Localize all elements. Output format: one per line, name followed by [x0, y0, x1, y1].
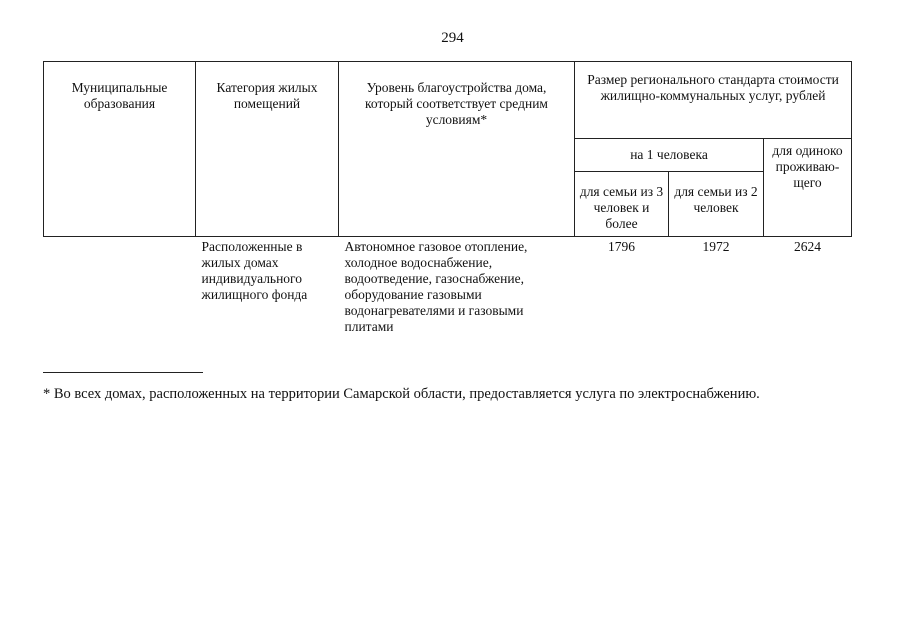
header-level: Уровень благоустройства дома, который соответствует средним условиям* [339, 62, 575, 237]
footnote: * Во всех домах, расположенных на территории Самарской области, предоставляется услуга по электроснабжению. [43, 386, 760, 402]
table-header [44, 62, 852, 237]
header-per-person: на 1 человека [575, 139, 764, 172]
header-category: Категория жилых помещений [196, 62, 339, 237]
header-municipal: Муниципальные образования [44, 62, 196, 237]
cell-family-3: 1796 [608, 239, 635, 254]
cell-municipal [44, 237, 196, 338]
table-row [44, 237, 852, 338]
cell-category: Расположенные в жилых домах индивидуального жилищного фонда [201, 239, 308, 302]
header-standard-size: Размер регионального стандарта стоимости жилищно-коммунальных услуг, рублей [575, 62, 852, 139]
header-family-2: для семьи из 2 человек [669, 172, 764, 237]
regional-standard-table [43, 61, 852, 337]
header-single-resident: для одиноко проживаю-щего [764, 139, 852, 237]
footnote-divider [43, 372, 203, 373]
cell-single: 2624 [794, 239, 822, 254]
page-number: 294 [441, 30, 464, 46]
cell-family-2: 1972 [702, 239, 730, 254]
header-family-3: для семьи из 3 человек и более [575, 172, 669, 237]
cell-level: Автономное газовое отопление, холодное водоснабжение, водоотведение, газоснабжение, оборудование газовыми водонагревателями и газовыми плитами [344, 239, 528, 334]
